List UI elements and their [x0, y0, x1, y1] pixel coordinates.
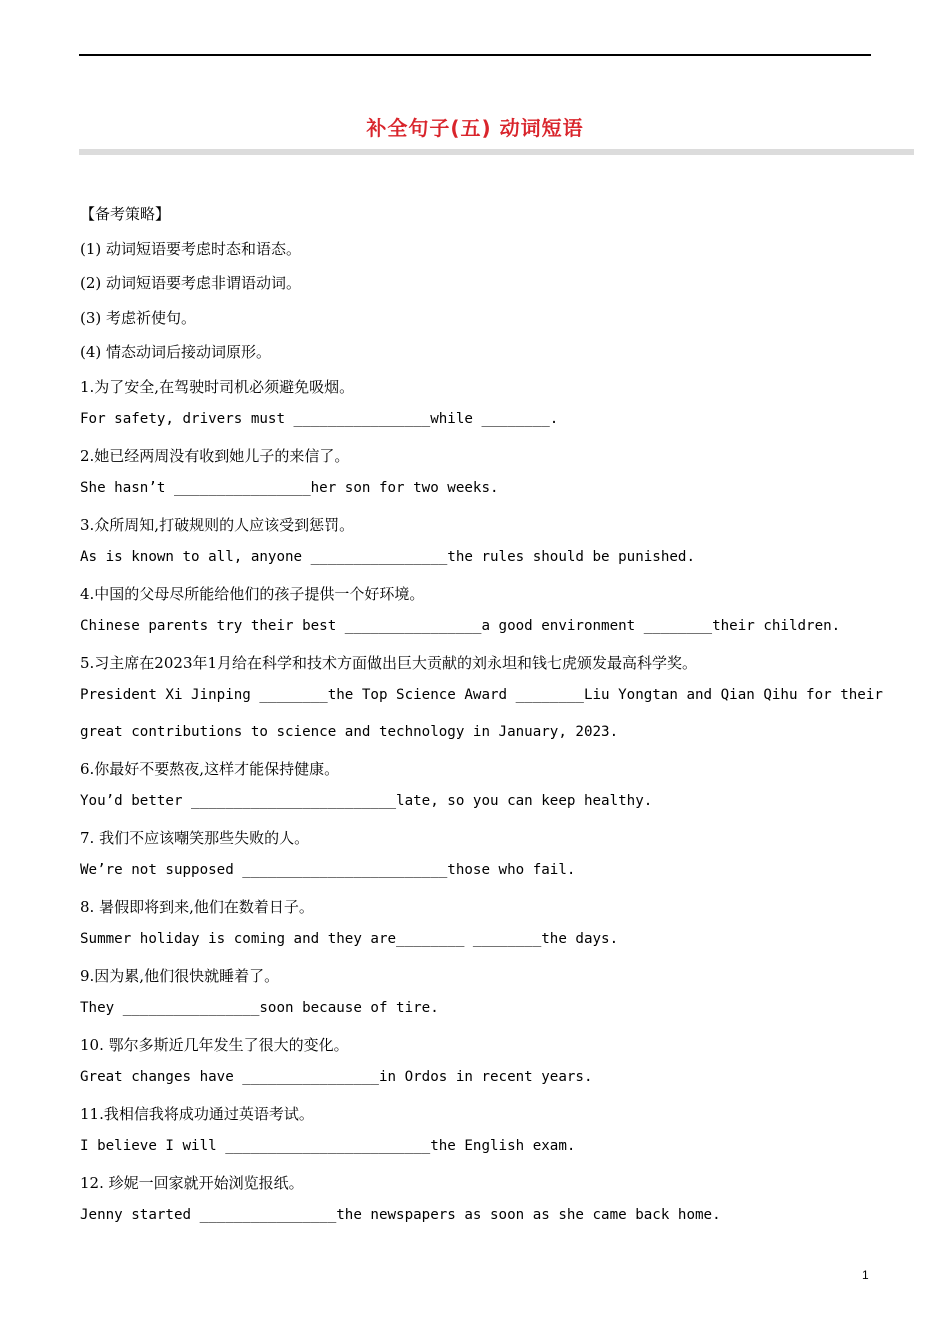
question-6-chinese: 6.你最好不要熬夜,这样才能保持健康。: [80, 760, 340, 778]
page-number: 1: [862, 1268, 869, 1282]
question-3-english: As is known to all, anyone ________________the rules should be punished.: [80, 549, 695, 565]
question-5-chinese: 5.习主席在2023年1月给在科学和技术方面做出巨大贡献的刘永坦和钱七虎颁发最高科学奖。: [80, 654, 698, 672]
question-12-chinese: 12. 珍妮一回家就开始浏览报纸。: [80, 1174, 304, 1192]
strategy-item: (4) 情态动词后接动词原形。: [80, 343, 272, 361]
question-4-chinese: 4.中国的父母尽所能给他们的孩子提供一个好环境。: [80, 585, 425, 603]
question-12-english: Jenny started ________________the newspapers as soon as she came back home.: [80, 1207, 721, 1223]
question-7-english: We’re not supposed ________________________those who fail.: [80, 862, 576, 878]
question-10-chinese: 10. 鄂尔多斯近几年发生了很大的变化。: [80, 1036, 349, 1054]
question-11-chinese: 11.我相信我将成功通过英语考试。: [80, 1105, 314, 1123]
question-2-chinese: 2.她已经两周没有收到她儿子的来信了。: [80, 447, 350, 465]
question-4-english: Chinese parents try their best ________________a good environment ________their children.: [80, 618, 841, 634]
strategy-heading: 【备考策略】: [80, 205, 171, 223]
strategy-item: (1) 动词短语要考虑时态和语态。: [80, 240, 302, 258]
question-11-english: I believe I will ________________________the English exam.: [80, 1138, 576, 1154]
page-title: 补全句子(五) 动词短语: [366, 116, 584, 140]
question-1-english: For safety, drivers must ________________while ________.: [80, 411, 559, 427]
strategy-item: (3) 考虑祈使句。: [80, 309, 197, 327]
question-5-english: President Xi Jinping ________the Top Science Award ________Liu Yongtan and Qian Qihu for their: [80, 687, 883, 703]
question-9-chinese: 9.因为累,他们很快就睡着了。: [80, 967, 280, 985]
header-rule: [79, 54, 871, 56]
question-2-english: She hasn’t ________________her son for two weeks.: [80, 480, 499, 496]
question-8-english: Summer holiday is coming and they are________ ________the days.: [80, 931, 619, 947]
question-10-english: Great changes have ________________in Ordos in recent years.: [80, 1069, 593, 1085]
question-3-chinese: 3.众所周知,打破规则的人应该受到惩罚。: [80, 516, 355, 534]
question-1-chinese: 1.为了安全,在驾驶时司机必须避免吸烟。: [80, 378, 355, 396]
question-9-english: They ________________soon because of tire.: [80, 1000, 439, 1016]
question-8-chinese: 8. 暑假即将到来,他们在数着日子。: [80, 898, 314, 916]
question-6-english: You’d better ________________________late, so you can keep healthy.: [80, 793, 653, 809]
question-7-chinese: 7. 我们不应该嘲笑那些失败的人。: [80, 829, 310, 847]
question-5-english-cont: great contributions to science and technology in January, 2023.: [80, 724, 619, 740]
strategy-item: (2) 动词短语要考虑非谓语动词。: [80, 274, 302, 292]
title-underline-bar: [79, 149, 914, 155]
